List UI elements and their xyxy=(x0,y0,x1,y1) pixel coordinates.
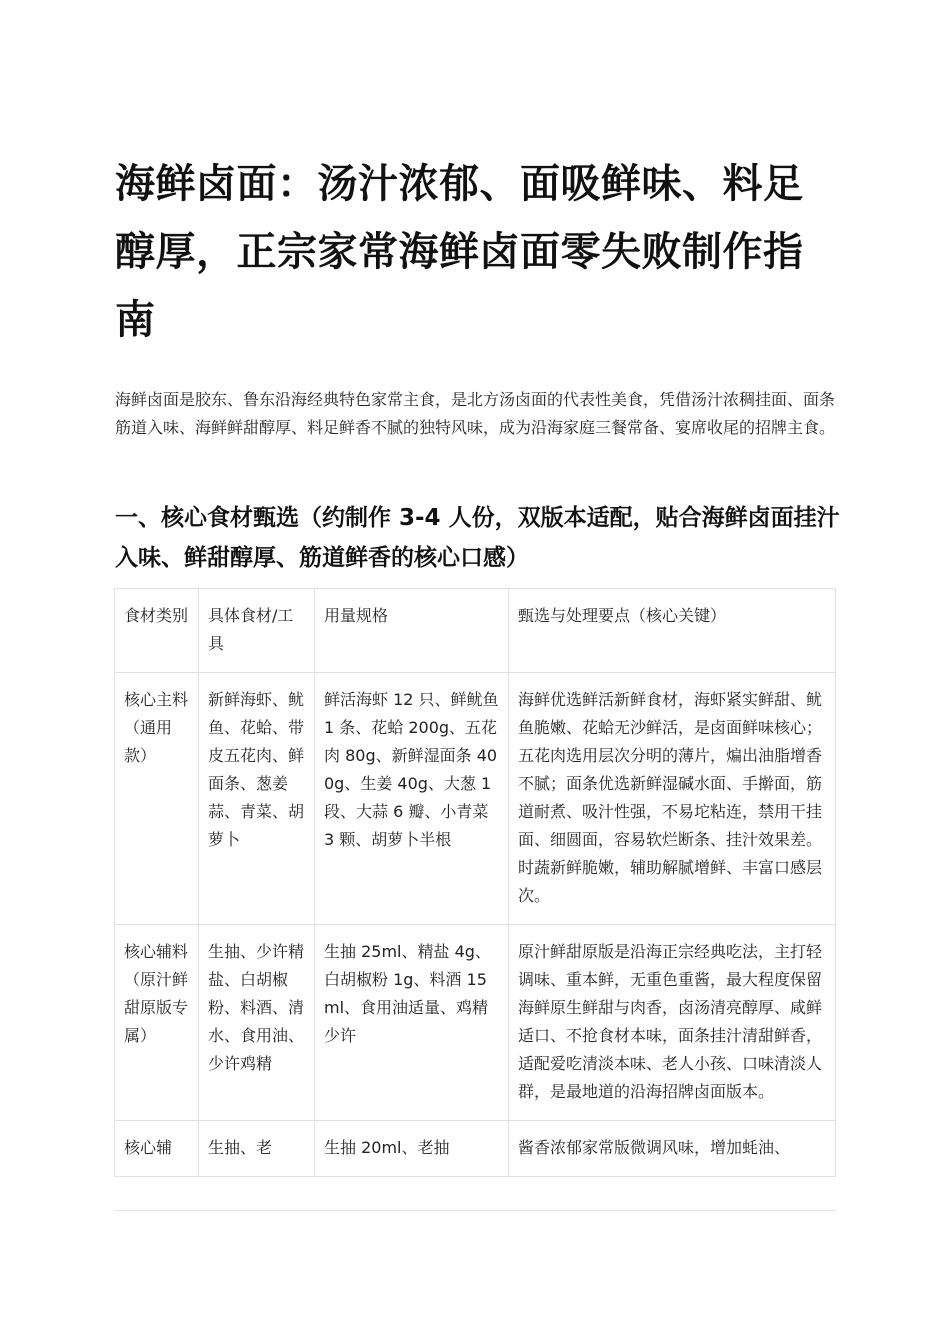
table-cell-items: 新鲜海虾、鱿鱼、花蛤、带皮五花肉、鲜面条、葱姜蒜、青菜、胡萝卜 xyxy=(199,673,315,925)
table-header-row xyxy=(115,589,836,673)
table-row xyxy=(115,925,836,1121)
ingredients-table-container xyxy=(114,588,836,1211)
table-row xyxy=(115,673,836,925)
ingredients-table xyxy=(114,588,836,1177)
table-cell-notes: 原汁鲜甜原版是沿海正宗经典吃法，主打轻调味、重本鲜，无重色重酱，最大程度保留海鲜原生鲜甜与肉香，卤汤清亮醇厚、咸鲜适口、不抢食材本味，面条挂汁清甜鲜香，适配爱吃清淡本味、老人小孩、口味清淡人群，是最地道的沿海招牌卤面版本。 xyxy=(509,925,836,1121)
table-cell-items: 生抽、少许精盐、白胡椒粉、料酒、清水、食用油、少许鸡精 xyxy=(199,925,315,1121)
table-header-cell: 用量规格 xyxy=(315,589,509,673)
table-row xyxy=(115,1121,836,1177)
table-header-cell: 具体食材/工具 xyxy=(199,589,315,673)
table-cell-category: 核心辅 xyxy=(115,1121,199,1177)
table-cell-category: 核心主料（通用款） xyxy=(115,673,199,925)
intro-paragraph: 海鲜卤面是胶东、鲁东沿海经典特色家常主食，是北方汤卤面的代表性美食，凭借汤汁浓稠挂面、面条筋道入味、海鲜鲜甜醇厚、料足鲜香不腻的独特风味，成为沿海家庭三餐常备、宴席收尾的招牌主食。 xyxy=(115,390,836,437)
page-title: 海鲜卤面：汤汁浓郁、面吸鲜味、料足醇厚，正宗家常海鲜卤面零失败制作指南 xyxy=(115,161,804,343)
table-cell-amount: 生抽 20ml、老抽 xyxy=(315,1121,509,1177)
table-header-cell: 食材类别 xyxy=(115,589,199,673)
table-cell-notes: 海鲜优选鲜活新鲜食材，海虾紧实鲜甜、鱿鱼脆嫩、花蛤无沙鲜活，是卤面鲜味核心；五花肉选用层次分明的薄片，煸出油脂增香不腻；面条优选新鲜湿碱水面、手擀面，筋道耐煮、吸汁性强，不易坨粘连，禁用干挂面、细圆面，容易软烂断条、挂汁效果差。时蔬新鲜脆嫩，辅助解腻增鲜、丰富口感层次。 xyxy=(509,673,836,925)
table-cell-items: 生抽、老 xyxy=(199,1121,315,1177)
table-cell-notes: 酱香浓郁家常版微调风味，增加蚝油、 xyxy=(509,1121,836,1177)
table-cell-amount: 鲜活海虾 12 只、鲜鱿鱼 1 条、花蛤 200g、五花肉 80g、新鲜湿面条 400g、生姜 40g、大葱 1 段、大蒜 6 瓣、小青菜 3 颗、胡萝卜半根 xyxy=(315,673,509,925)
table-cell-category: 核心辅料（原汁鲜甜原版专属） xyxy=(115,925,199,1121)
section-heading: 一、核心食材甄选（约制作 3-4 人份，双版本适配，贴合海鲜卤面挂汁入味、鲜甜醇厚、筋道鲜香的核心口感） xyxy=(115,505,840,571)
table-header-cell: 甄选与处理要点（核心关键） xyxy=(509,589,836,673)
table-cell-amount: 生抽 25ml、精盐 4g、白胡椒粉 1g、料酒 15ml、食用油适量、鸡精少许 xyxy=(315,925,509,1121)
